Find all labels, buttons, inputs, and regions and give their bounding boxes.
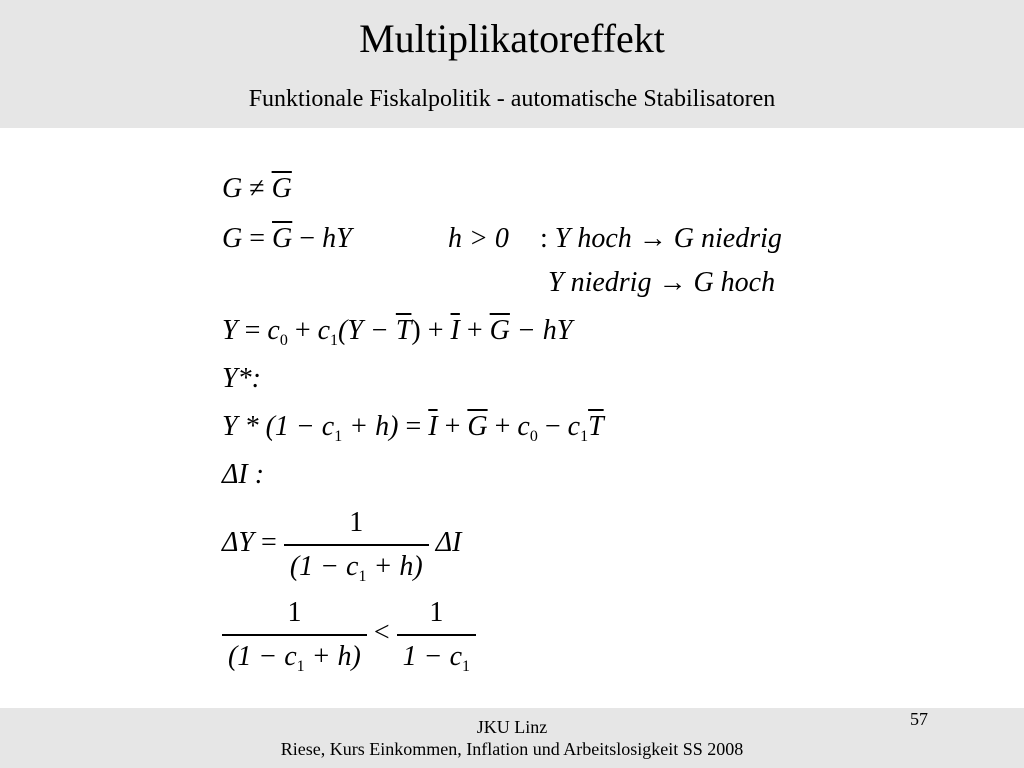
fraction-denominator [222,640,367,674]
eq-term: + h) [349,411,399,442]
eq-operator: − [299,223,316,254]
equation-case-low [548,266,775,300]
footer-organization: JKU Linz [476,717,548,737]
eq-var: c [567,411,581,442]
multiplier-fraction [284,506,429,584]
eq-var-overlined: $\overline{G}$ [271,173,292,204]
page-number: 57 [910,709,928,729]
eq-subscript: 0 [529,428,538,445]
eq-term: − hY [516,315,573,346]
comparison-fraction-right [397,596,476,674]
fraction-denominator [284,550,429,584]
slide-header [0,0,1024,128]
equation-government-spending-rule [222,222,352,256]
eq-operator: < [373,617,390,649]
eq-term: 1 − [402,640,443,672]
equation-delta-i-label [222,458,264,492]
eq-var: G [222,173,243,204]
comparison-fraction-left [222,596,367,674]
eq-colon: : [540,223,548,254]
eq-label: Y*: [222,363,261,394]
slide-subtitle: Funktionale Fiskalpolitik - automatische Stabilisatoren [248,86,776,112]
fraction-denominator [397,640,476,674]
eq-operator: = [249,223,266,254]
eq-operator: = [244,315,261,346]
eq-subscript: 1 [330,332,339,349]
fraction-bar [222,634,367,636]
footer-course-title: Riese, Kurs Einkommen, Inflation und Arbeitslosigkeit SS 2008 [280,739,744,759]
eq-condition: h > 0 [448,223,509,254]
eq-subscript: 0 [279,332,288,349]
eq-var: c [449,640,463,672]
eq-var-overlined: $\overline{I}$ [450,315,460,346]
eq-operator: − [544,411,561,442]
eq-paren: ) [411,315,421,346]
eq-var: c [267,315,280,346]
eq-term: + h) [373,550,423,582]
eq-operator: + [494,411,511,442]
equation-equilibrium-income [222,410,604,444]
eq-var: c [517,411,530,442]
equation-multiplier-comparison [222,596,476,674]
eq-term: ΔY [222,527,255,559]
eq-var-overlined: $\overline{G}$ [272,223,293,254]
eq-var: c [321,411,335,442]
fraction-bar [397,634,476,636]
fraction-bar [284,544,429,546]
eq-var: Y [222,315,238,346]
eq-var: G [222,223,243,254]
eq-operator: + [294,315,311,346]
eq-var-overlined: $\overline{T}$ [395,315,412,346]
eq-label: ΔI : [222,459,265,490]
eq-term: ΔI [435,527,462,559]
eq-term: (1 − [228,640,278,672]
eq-subscript: 1 [296,657,305,675]
equation-condition [448,222,509,256]
eq-operator: = [261,527,277,559]
fraction-numerator: 1 [349,507,364,538]
equation-multiplier [222,506,461,584]
eq-case: Y hoch → G niedrig [554,223,782,254]
eq-operator: = [405,411,422,442]
eq-term: + h) [311,640,361,672]
slide-title: Multiplikatoreffekt [359,16,665,61]
eq-subscript: 1 [334,428,343,445]
fraction-numerator: 1 [287,597,302,628]
equation-equilibrium-label [222,362,261,396]
eq-var-overlined: $\overline{G}$ [467,411,488,442]
eq-operator: + [444,411,461,442]
eq-term: (1 − [289,550,340,582]
eq-case: Y niedrig → G hoch [548,267,776,298]
equation-g-not-equal-gbar [222,172,292,206]
eq-operator: + [466,315,483,346]
eq-term: hY [322,223,352,254]
eq-operator: + [427,315,444,346]
fraction-numerator: 1 [429,597,444,628]
eq-subscript: 1 [462,657,471,675]
eq-var: c [346,550,359,582]
eq-var: c [317,315,331,346]
eq-subscript: 1 [580,428,589,445]
eq-var-overlined: $\overline{G}$ [489,315,510,346]
eq-var: c [284,640,297,672]
eq-term: (Y − [338,315,389,346]
eq-subscript: 1 [358,567,367,585]
eq-var-overlined: $\overline{T}$ [588,411,604,442]
slide-footer [0,708,1024,768]
equation-case-high [540,222,782,256]
eq-operator: ≠ [249,173,265,204]
eq-term: Y * (1 − [222,411,315,442]
eq-var-overlined: $\overline{I}$ [428,411,438,442]
equation-income-identity [222,314,572,348]
